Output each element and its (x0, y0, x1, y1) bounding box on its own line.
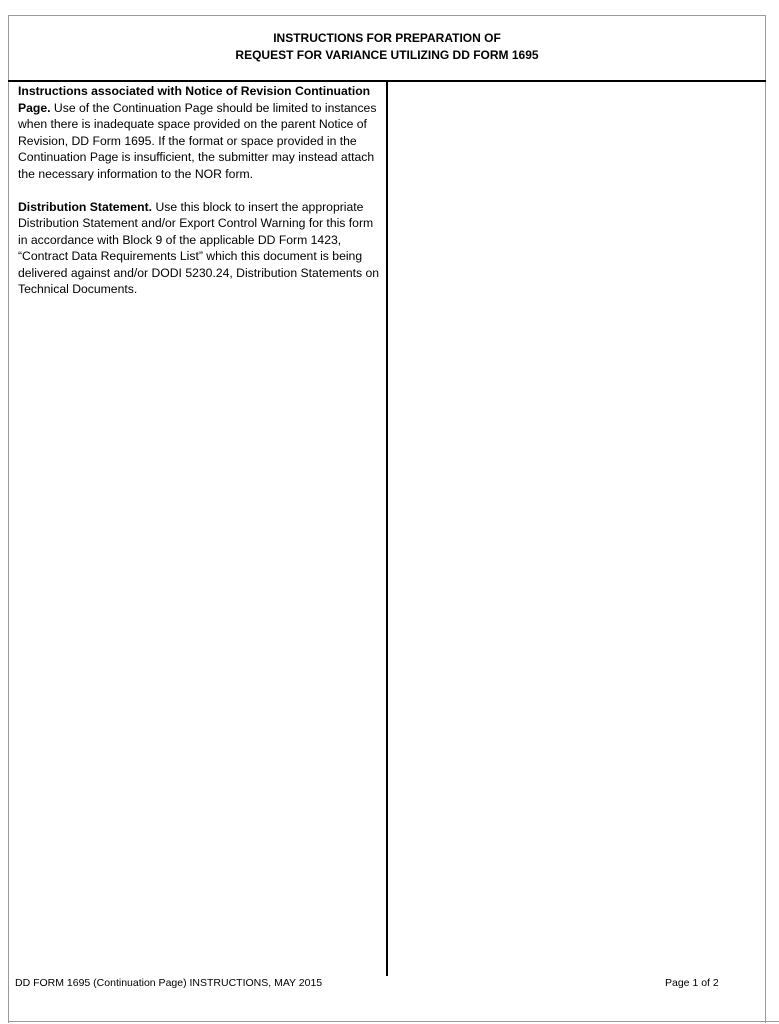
instructions-column (18, 83, 384, 314)
section-distribution-statement (18, 199, 384, 298)
column-divider (386, 81, 388, 976)
form-header (8, 30, 766, 64)
bottom-rule (8, 1021, 779, 1022)
footer-form-id: DD FORM 1695 (Continuation Page) INSTRUCTIONS, MAY 2015 (15, 977, 323, 989)
section-nor-continuation (18, 83, 384, 182)
header-title-line1: INSTRUCTIONS FOR PREPARATION OF (273, 31, 501, 45)
section-heading: Instructions associated with Notice of Revision Continuation Page. (18, 84, 371, 115)
section-body: Use of the Continuation Page should be limited to instances when there is inadequate space provided on the parent Notice of Revision, DD Form 1695. If the format or space provided in the Continuation Page is insufficient, the submitter may instead attach the necessary information to the NOR form. (18, 100, 377, 181)
section-body: Use this block to insert the appropriate Distribution Statement and/or Export Control Warning for this form in accordance with Block 9 of the applicable DD Form 1423, “Contract Data Requirements List” which this document is being delivered against and/or DODI 5230.24, Distribution Statements on Technical Documents. (18, 199, 380, 296)
header-title-line2: REQUEST FOR VARIANCE UTILIZING DD FORM 1695 (235, 48, 539, 62)
section-heading: Distribution Statement. (18, 199, 153, 214)
footer-page-number: Page 1 of 2 (665, 977, 719, 989)
